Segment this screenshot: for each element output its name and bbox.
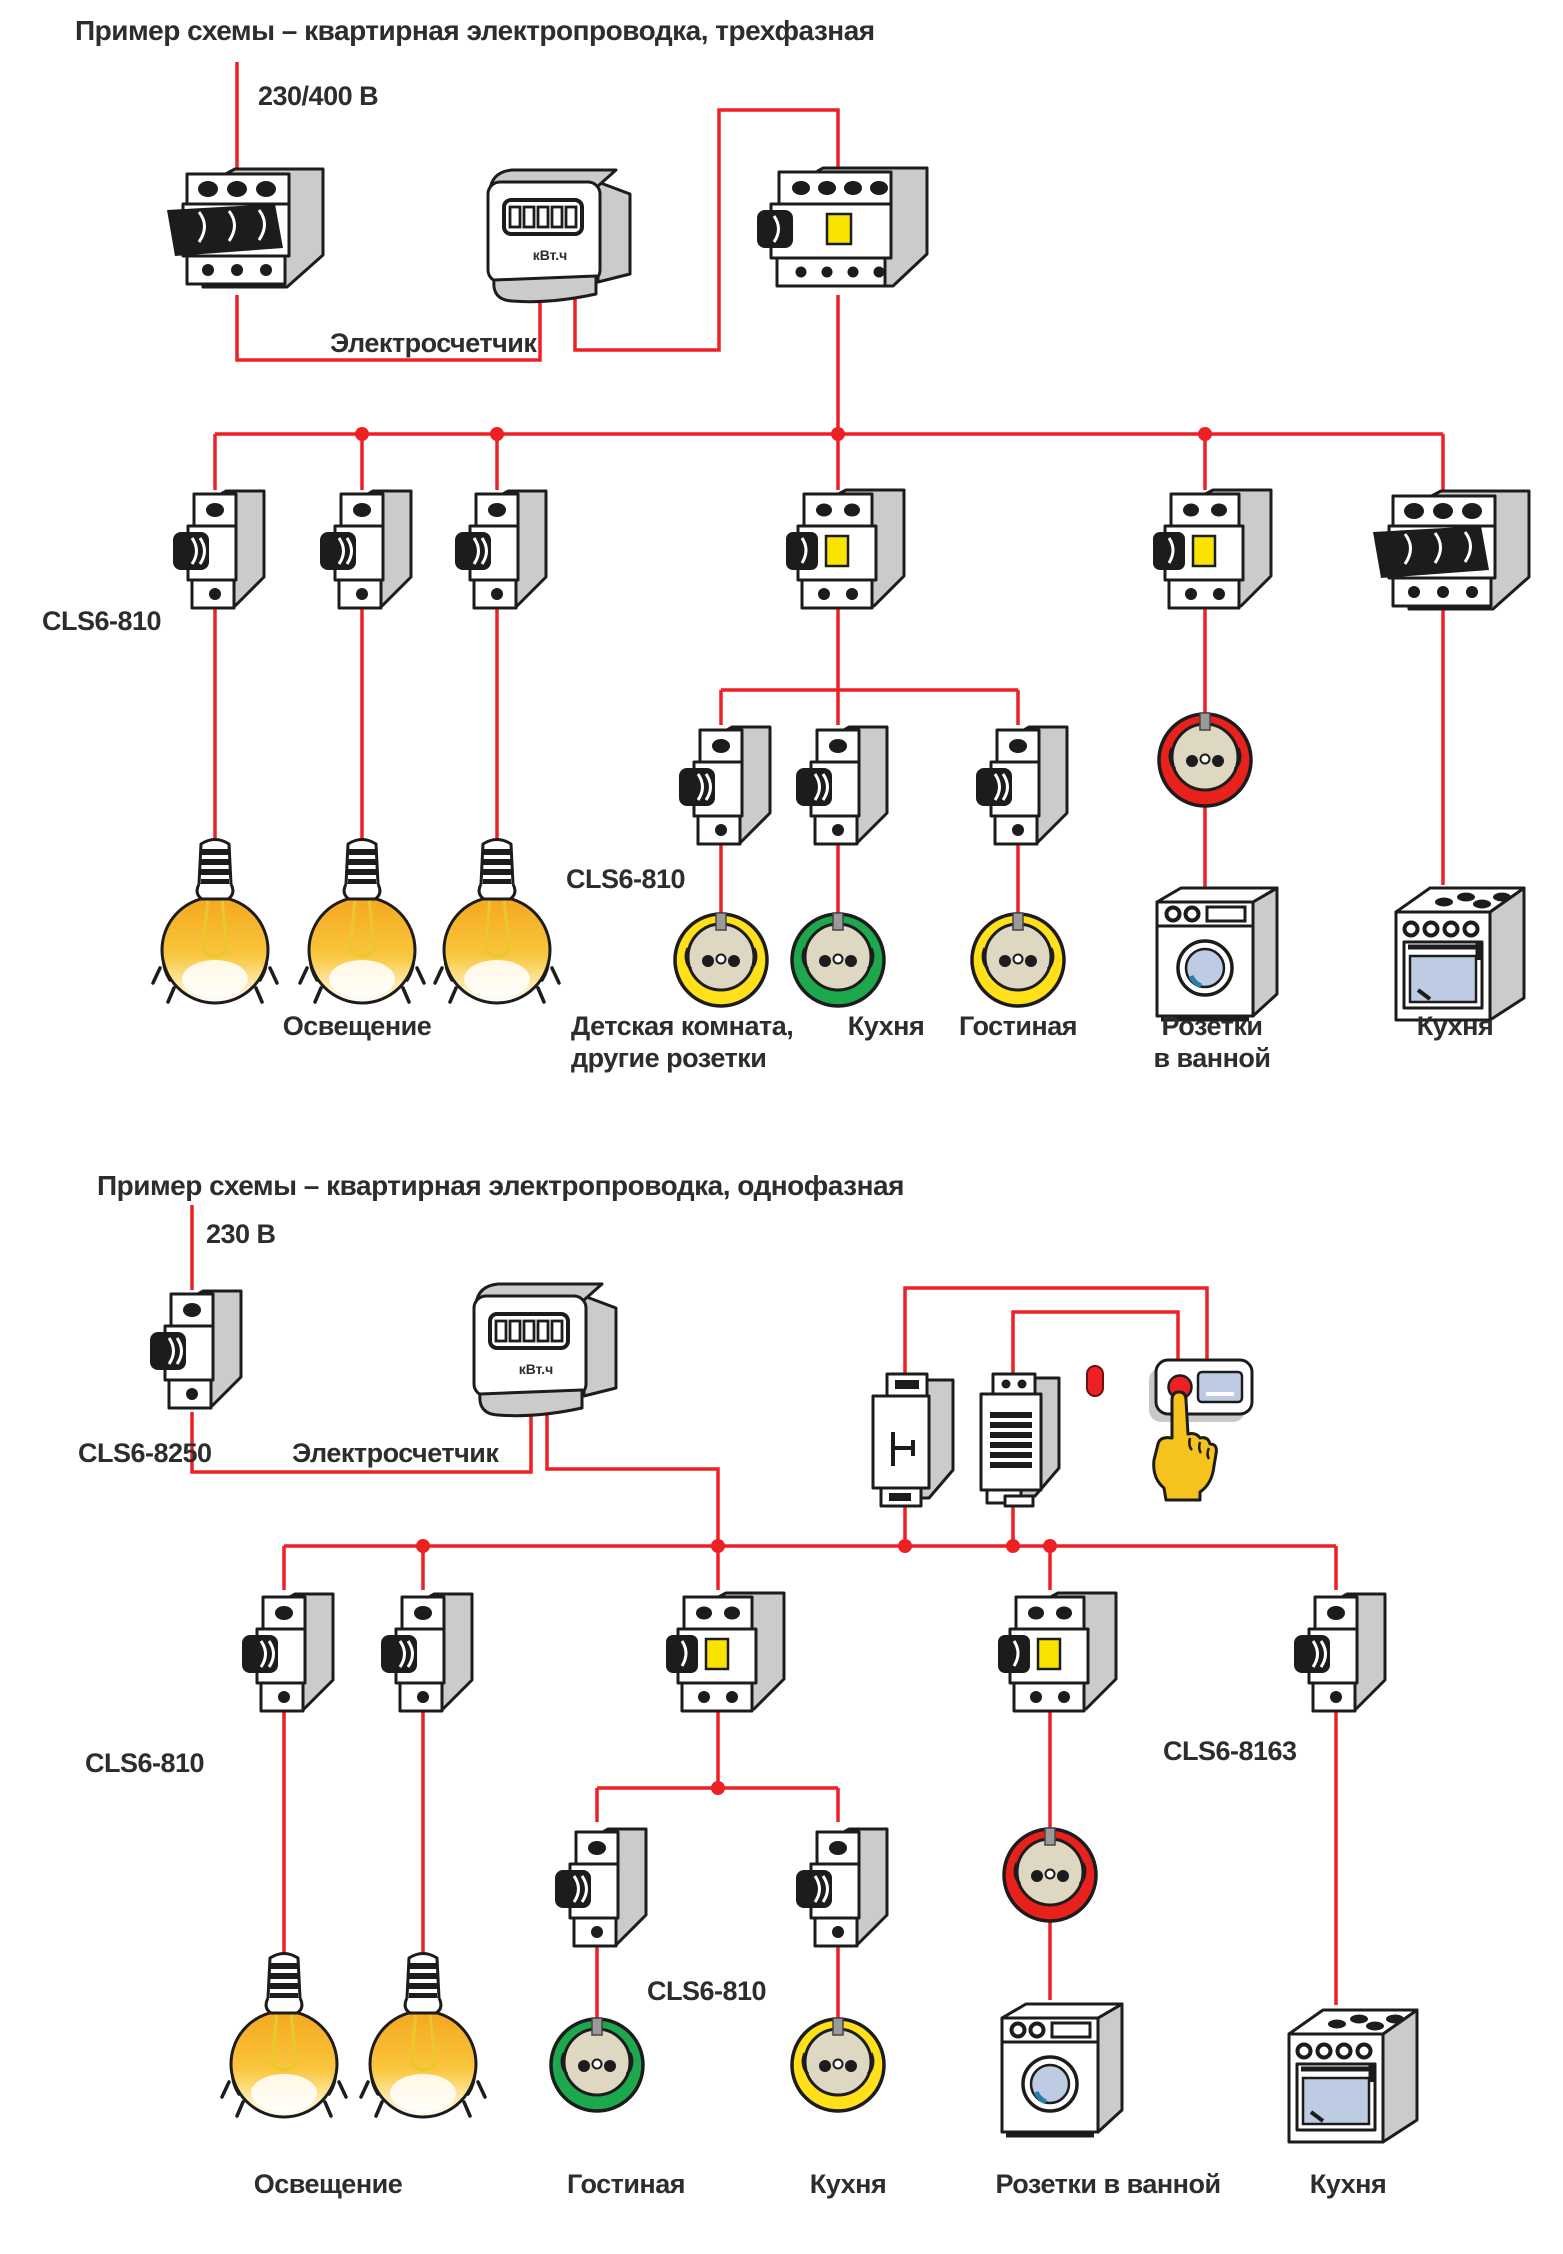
room-label: Кухня bbox=[809, 2169, 887, 2199]
socket-yellow-icon bbox=[675, 913, 767, 1006]
socket-breaker-icon bbox=[796, 727, 887, 844]
wire bbox=[721, 845, 1018, 918]
washing-machine-icon bbox=[1157, 888, 1277, 1019]
wire bbox=[215, 600, 497, 845]
socket-breaker-icon bbox=[796, 1829, 887, 1946]
energy-meter-icon bbox=[474, 1284, 616, 1416]
bathroom-rcd-icon bbox=[1153, 490, 1271, 608]
rcd-4pole-icon bbox=[757, 168, 927, 286]
stove-breaker-icon bbox=[1294, 1594, 1385, 1711]
breaker-model-label: CLS6-810 bbox=[647, 1976, 767, 2006]
socket-red-bathroom-icon bbox=[1004, 1828, 1096, 1921]
diagram2-title: Пример схемы – квартирная электропроводка, однофазная bbox=[97, 1170, 904, 1201]
junction-dot bbox=[355, 427, 369, 441]
junction-dot bbox=[711, 1781, 725, 1795]
breaker-model-label: CLS6-810 bbox=[85, 1748, 205, 1778]
room-label: Гостиная bbox=[958, 1011, 1078, 1041]
junction-dot bbox=[831, 427, 845, 441]
socket-breaker-icon bbox=[976, 727, 1067, 844]
room-label: Детская комната, bbox=[571, 1011, 794, 1041]
junction-dot bbox=[1006, 1539, 1020, 1553]
meter-unit: кВт.ч bbox=[532, 247, 568, 263]
junction-dot bbox=[490, 427, 504, 441]
socket-breaker-icon bbox=[679, 727, 770, 844]
stove-breaker-3pole-icon bbox=[1373, 491, 1529, 609]
junction-dot bbox=[1198, 427, 1212, 441]
lighting-label: Освещение bbox=[253, 2169, 403, 2199]
wire bbox=[547, 1412, 718, 1550]
lighting-breaker-icon bbox=[242, 1594, 333, 1711]
lighting-breaker-icon bbox=[320, 491, 411, 608]
lighting-breaker-icon bbox=[381, 1594, 472, 1711]
bathroom-label: Розетки в ванной bbox=[995, 2169, 1221, 2199]
room-label: другие розетки bbox=[571, 1043, 767, 1073]
washing-machine-icon bbox=[1002, 2004, 1122, 2135]
socket-yellow-icon bbox=[792, 2018, 884, 2111]
wire bbox=[721, 600, 1018, 725]
breaker-model-label: CLS6-8250 bbox=[78, 1438, 212, 1468]
diagram1-title: Пример схемы – квартирная электропроводка, трехфазная bbox=[75, 15, 875, 46]
energy-meter-icon bbox=[488, 170, 630, 302]
breaker-model-label: CLS6-810 bbox=[566, 864, 686, 894]
contactor-icon bbox=[873, 1374, 953, 1506]
junction-dot bbox=[898, 1539, 912, 1553]
main-breaker-3pole-icon bbox=[167, 169, 323, 287]
bathroom-rcd-icon bbox=[998, 1593, 1116, 1711]
wire bbox=[905, 1500, 1013, 1550]
pushbutton-icon bbox=[1149, 1360, 1252, 1422]
stove-icon bbox=[1396, 888, 1524, 1020]
lighting-breaker-icon bbox=[455, 491, 546, 608]
meter-label: Электросчетчик bbox=[292, 1438, 499, 1468]
voltage-label: 230/400 В bbox=[258, 81, 379, 111]
wire bbox=[284, 1712, 423, 1958]
light-bulb-icon bbox=[361, 1954, 485, 2118]
socket-yellow-icon bbox=[972, 913, 1064, 1006]
breaker-model-label: CLS6-8163 bbox=[1163, 1736, 1297, 1766]
socket-green-icon bbox=[551, 2018, 643, 2111]
junction-dot bbox=[711, 1539, 725, 1553]
kitchen-label: Кухня bbox=[1416, 1011, 1494, 1041]
kitchen-label: Кухня bbox=[1309, 2169, 1387, 2199]
light-bulb-icon bbox=[300, 840, 424, 1004]
rcd-2pole-icon bbox=[666, 1593, 784, 1711]
bathroom-label: Розетки bbox=[1161, 1011, 1263, 1041]
stove-icon bbox=[1289, 2010, 1417, 2142]
rcd-2pole-icon bbox=[786, 490, 904, 608]
room-label: Гостиная bbox=[566, 2169, 686, 2199]
meter-label: Электросчетчик bbox=[330, 328, 537, 358]
lighting-label: Освещение bbox=[282, 1011, 432, 1041]
bathroom-label: в ванной bbox=[1153, 1043, 1271, 1073]
main-breaker-icon bbox=[150, 1291, 241, 1408]
room-label: Кухня bbox=[847, 1011, 925, 1041]
wire bbox=[215, 434, 1443, 490]
wire bbox=[597, 1712, 838, 1822]
voltage-label: 230 В bbox=[206, 1219, 276, 1249]
junction-dot bbox=[416, 1539, 430, 1553]
light-bulb-icon bbox=[153, 840, 277, 1004]
light-bulb-icon bbox=[222, 1954, 346, 2118]
socket-breaker-icon bbox=[555, 1829, 646, 1946]
wire bbox=[284, 1546, 1336, 1590]
socket-green-icon bbox=[792, 913, 884, 1006]
light-bulb-icon bbox=[435, 840, 559, 1004]
meter-unit: кВт.ч bbox=[518, 1361, 554, 1377]
lighting-breaker-icon bbox=[173, 491, 264, 608]
socket-red-bathroom-icon bbox=[1159, 713, 1251, 806]
junction-dot bbox=[1043, 1539, 1057, 1553]
breaker-model-label: CLS6-810 bbox=[42, 606, 162, 636]
doorbell-icon bbox=[981, 1374, 1059, 1506]
indicator-lamp-icon bbox=[1087, 1366, 1103, 1396]
